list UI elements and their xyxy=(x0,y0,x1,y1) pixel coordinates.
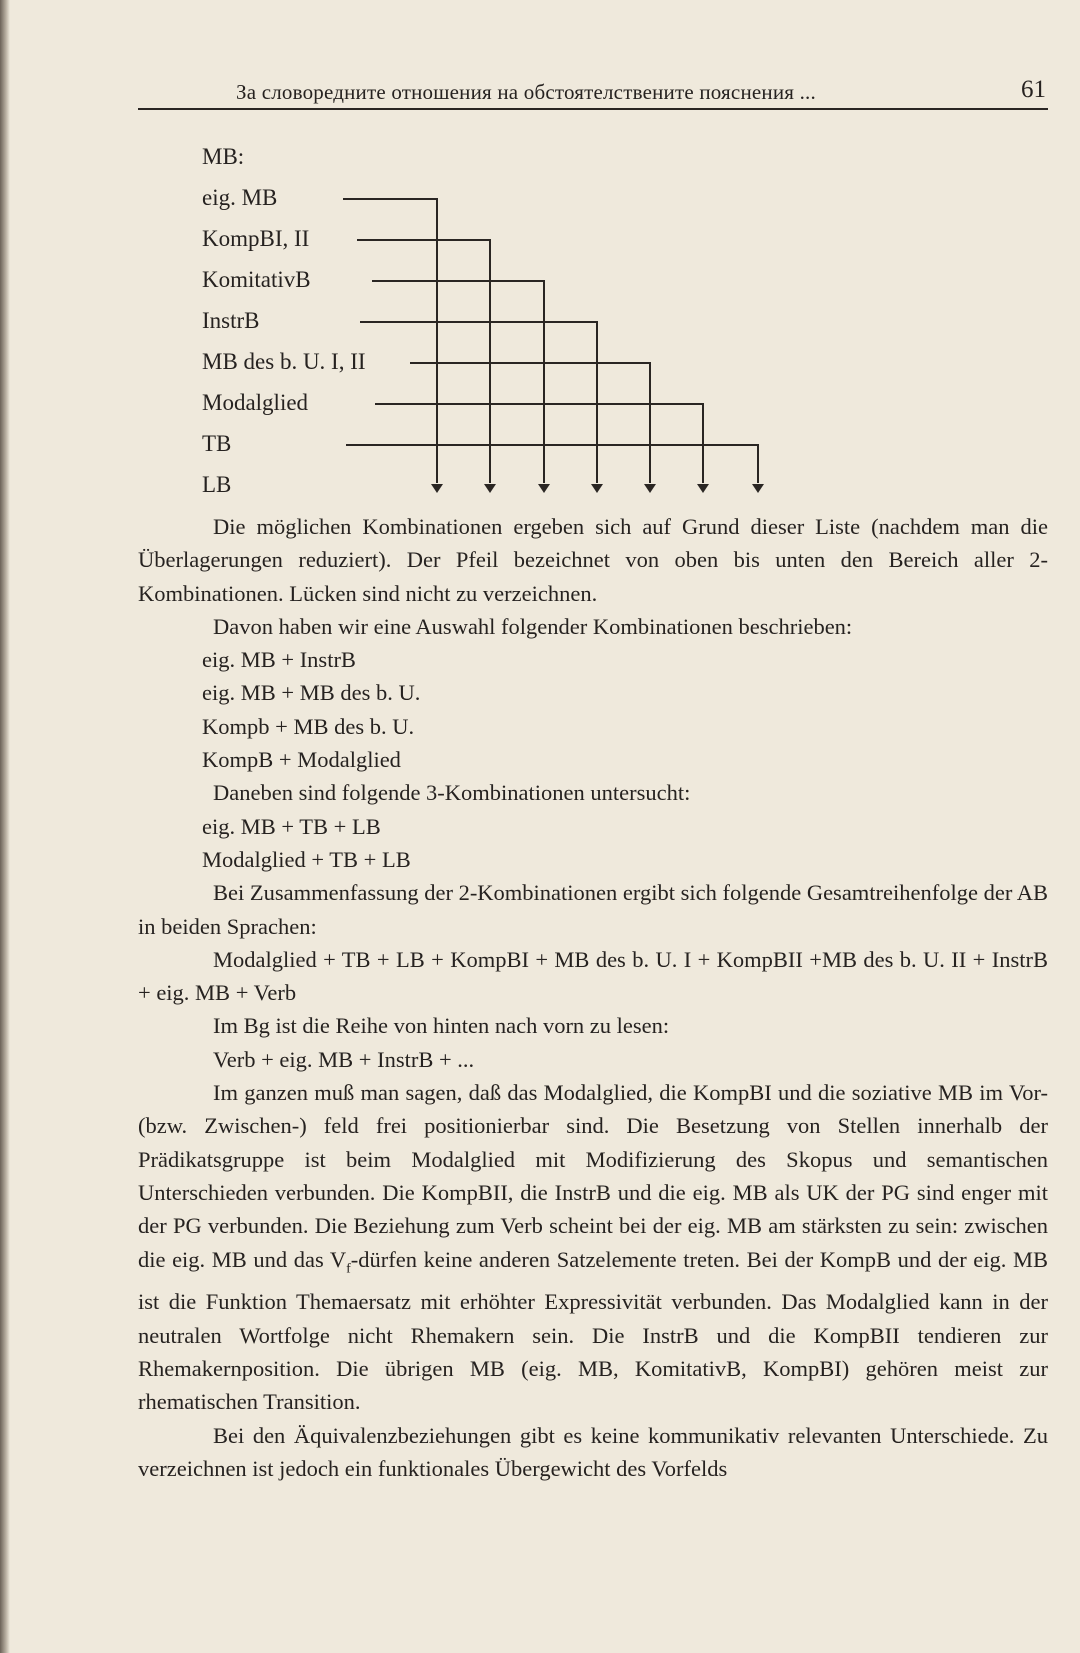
list-item: KompB + Modalglied xyxy=(202,747,401,773)
diagram-arrowhead-1 xyxy=(431,484,443,493)
diagram-line-2 xyxy=(357,240,490,483)
diagram-label-lb: LB xyxy=(202,472,232,497)
list-item: eig. MB + MB des b. U. xyxy=(202,680,421,706)
page-number: 61 xyxy=(1021,76,1046,103)
diagram-arrowhead-6 xyxy=(697,484,709,493)
diagram-label-modalglied: Modalglied xyxy=(202,390,309,415)
diagram-line-3 xyxy=(372,281,544,483)
paragraph-selection: Davon haben wir eine Auswahl folgender Kombinationen beschrieben: xyxy=(213,613,853,639)
diagram-label-eig-mb: eig. MB xyxy=(202,185,278,210)
diagram-arrowhead-2 xyxy=(484,484,496,493)
paragraph-combinations: Die möglichen Kombinationen ergeben sich auf Grund dieser Liste (nachdem man die Überlagerungen reduziert). Der Pfeil bezeichnet von oben bis unten den Bereich aller 2-Kombinationen. Lücken sind nicht zu verzeichnen. xyxy=(138,514,1048,606)
diagram-arrowhead-7 xyxy=(752,484,764,493)
verb-subscript: f xyxy=(346,1261,351,1277)
conclusion-text-part-2: -dürfen keine anderen Satzelemente treten. Bei der KompB und der eig. MB ist die Funktion Themaersatz mit erhöhter Expressivität verbunden. Das Modalglied kann in der neutralen Wortfolge nicht Rhemakern sein. Die InstrB und die KompBII tendieren zur Rhemakernposition. Die übrigen MB (eig. MB, KomitativB, KompBI) gehören meist zur rhematischen Transition. xyxy=(138,1246,1048,1415)
paragraph-reverse-sequence: Verb + eig. MB + InstrB + ... xyxy=(213,1046,475,1072)
diagram-label-tb: TB xyxy=(202,431,232,456)
list-item: eig. MB + InstrB xyxy=(202,647,356,673)
diagram-label-kompb: KompBI, II xyxy=(202,226,310,251)
conclusion-text-part-1: Im ganzen muß man sagen, daß das Modalglied, die KompBI und die soziative MB im Vor- (bzw. Zwischen-) feld frei positionierbar sind. Die Besetzung von Stellen innerhalb der Prädikatsgruppe ist beim Modalglied mit Modifizierung des Skopus und semantischen Unterschieden verbunden. Die KompBII, die InstrB und die eig. MB als UK der PG sind enger mit der PG verbunden. Die Beziehung zum Verb scheint bei der eig. MB am stärksten zu sein: zwischen die eig. MB und das V xyxy=(138,1080,1048,1272)
diagram-heading: MB: xyxy=(202,144,245,169)
diagram-line-6 xyxy=(375,404,703,483)
diagram-line-1 xyxy=(343,199,437,483)
diagram-arrowhead-4 xyxy=(591,484,603,493)
paragraph-three-combinations: Daneben sind folgende 3-Kombinationen untersucht: xyxy=(213,780,691,806)
diagram-label-instrb: InstrB xyxy=(202,308,260,333)
diagram-line-7 xyxy=(346,445,758,483)
list-item: Kompb + MB des b. U. xyxy=(202,713,415,739)
paragraph-bg-order: Im Bg ist die Reihe von hinten nach vorn zu lesen: xyxy=(213,1013,670,1039)
diagram-label-komitativb: KomitativB xyxy=(202,267,311,292)
list-item: Modalglied + TB + LB xyxy=(202,846,411,872)
paragraph-sequence: Modalglied + TB + LB + KompBI + MB des b. U. I + KompBII +MB des b. U. II + InstrB + eig. MB + Verb xyxy=(138,946,1048,1006)
paragraph-equivalence: Bei den Äquivalenzbeziehungen gibt es keine kommunikativ relevanten Unterschiede. Zu verzeichnen ist jedoch ein funktionales Übergewicht des Vorfelds xyxy=(138,1422,1048,1481)
diagram-arrowhead-5 xyxy=(644,484,656,493)
diagram-lines xyxy=(0,0,1080,520)
paragraph-summary: Bei Zusammenfassung der 2-Kombinationen ergibt sich folgende Gesamtreihenfolge der AB in beiden Sprachen: xyxy=(138,880,1048,939)
body-text xyxy=(138,510,1048,1485)
diagram-line-5 xyxy=(410,363,650,483)
diagram-label-mb-des-b-u: MB des b. U. I, II xyxy=(202,349,366,374)
diagram-arrowhead-3 xyxy=(538,484,550,493)
diagram-line-4 xyxy=(360,322,597,483)
list-item: eig. MB + TB + LB xyxy=(202,813,381,839)
paragraph-conclusion xyxy=(138,1076,1048,1418)
header-title: За словоредните отношения на обстоятелствените пояснения ... xyxy=(236,80,816,104)
